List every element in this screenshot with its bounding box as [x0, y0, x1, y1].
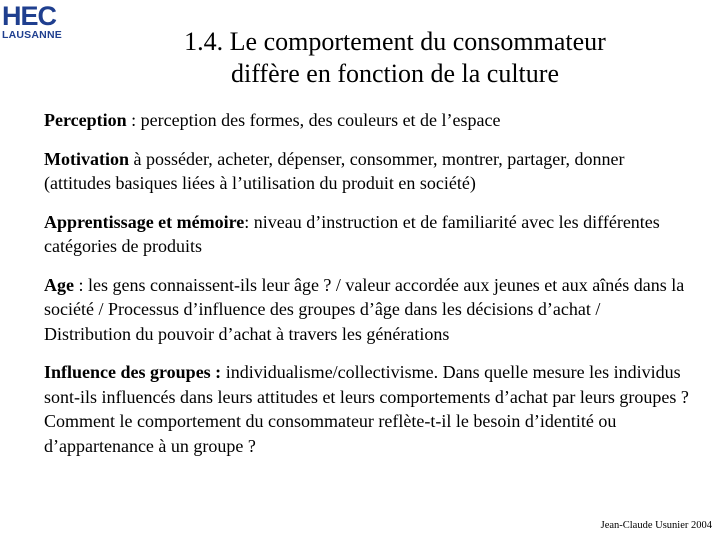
paragraph-age: [44, 273, 690, 347]
footer-credit: Jean-Claude Usunier 2004: [600, 520, 712, 531]
slide-body: [44, 108, 690, 472]
paragraph-term: Perception: [44, 110, 127, 130]
paragraph-perception: [44, 108, 690, 133]
paragraph-motivation: [44, 147, 690, 196]
slide-title-line-2: diffère en fonction de la culture: [231, 59, 559, 88]
slide-title-line-1: 1.4. Le comportement du consommateur: [184, 27, 606, 56]
paragraph-text: : perception des formes, des couleurs et de l’espace: [126, 110, 501, 130]
hec-lausanne-logo: [2, 3, 72, 41]
paragraph-text: à posséder, acheter, dépenser, consommer, montrer, partager, donner (attitudes basiques liées à l’utilisation du produit en société): [44, 148, 625, 193]
logo-lausanne-text: LAUSANNE: [2, 29, 62, 41]
logo-hec-text: HEC: [2, 1, 57, 31]
paragraph-term: Influence des groupes :: [44, 362, 222, 382]
paragraph-term: Age: [44, 274, 74, 295]
paragraph-apprentissage: [44, 210, 690, 259]
paragraph-term: Motivation: [44, 148, 129, 169]
paragraph-influence: [44, 360, 690, 458]
paragraph-term: Apprentissage et mémoire: [44, 211, 245, 232]
paragraph-text: : les gens connaissent-ils leur âge ? / valeur accordée aux jeunes et aux aînés dans la société / Processus d’influence des groupes d’âge dans les décisions d’achat / Distribution du pouvoir d’achat à travers les générations: [44, 274, 685, 344]
paragraph-text: individualisme/collectivisme. Dans quelle mesure les individus sont-ils influencés dans leurs attitudes et leurs comportements d’achat par leurs groupes ? Comment le comportement du consommateur reflète-t-il le besoin d’identité ou d’appartenance à un groupe ?: [44, 362, 689, 456]
slide-title: [115, 26, 675, 90]
paragraph-text: : niveau d’instruction et de familiarité avec les différentes catégories de produits: [44, 211, 660, 256]
